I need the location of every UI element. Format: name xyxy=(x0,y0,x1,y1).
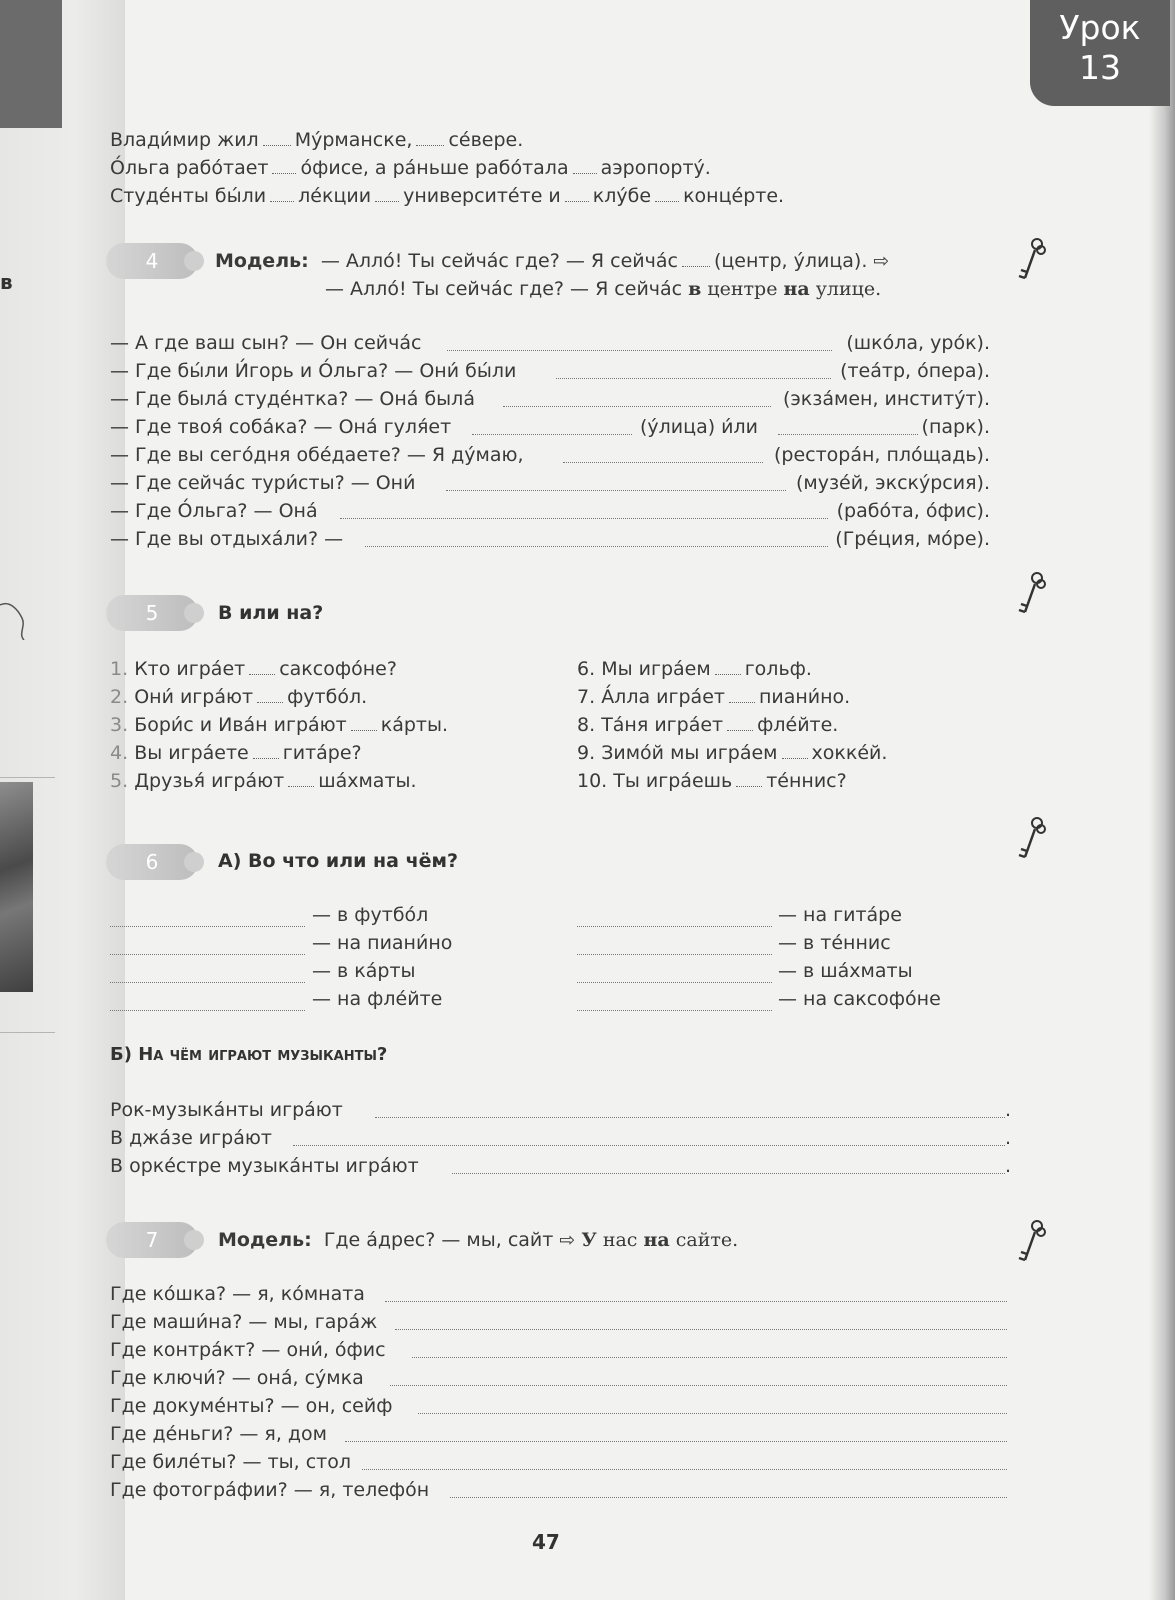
exercise-number-badge: 4 xyxy=(106,243,198,279)
lesson-label: Урок xyxy=(1059,8,1141,47)
ex5-item: 10. Ты игра́ешь те́ннис? xyxy=(577,770,847,792)
answer-blank[interactable] xyxy=(577,925,772,927)
exercise-number-badge: 7 xyxy=(106,1222,198,1258)
ex6-b-item: В джа́зе игра́ют xyxy=(110,1127,272,1149)
ex4-hint: (Гре́ция, мо́ре). xyxy=(835,528,990,550)
ex4-hint: (рабо́та, о́фис). xyxy=(836,500,990,522)
previous-page-photo xyxy=(0,782,33,992)
answer-blank[interactable] xyxy=(340,517,828,519)
exercise-number-badge: 6 xyxy=(106,844,198,880)
answer-blank[interactable] xyxy=(110,925,305,927)
answer-key-icon xyxy=(1015,1218,1049,1270)
ex7-item: Где ко́шка? — я, ко́мната xyxy=(110,1283,365,1305)
previous-page-letter: в xyxy=(0,270,13,294)
ex5-item: 4. Вы игра́ете гита́ре? xyxy=(110,742,362,764)
ex6-item: — в те́ннис xyxy=(778,932,891,954)
page-number: 47 xyxy=(532,1530,560,1554)
answer-blank[interactable] xyxy=(450,1496,1007,1498)
answer-key-icon xyxy=(1015,570,1049,622)
ex4-item: — Где была́ студе́нтка? — Она́ была́ xyxy=(110,388,475,410)
ex4-hint-mid: (у́лица) и́ли xyxy=(640,416,759,438)
ex6-item: — на гита́ре xyxy=(778,904,902,926)
answer-blank[interactable] xyxy=(778,433,918,435)
ex6-title-b: Б) На чём играют музыканты? xyxy=(110,1044,388,1065)
ex4-hint: (рестора́н, пло́щадь). xyxy=(773,444,990,466)
ex7-item: Где докуме́нты? — он, сейф xyxy=(110,1395,393,1417)
ex4-item: — Где бы́ли И́горь и О́льга? — Они́ бы́ли xyxy=(110,360,517,382)
sentence-period: . xyxy=(1005,1099,1012,1121)
ex6-item: — на пиани́но xyxy=(312,932,453,954)
previous-page-rule xyxy=(0,777,55,778)
answer-blank[interactable] xyxy=(577,953,772,955)
ex7-model: Модель: Где а́дрес? — мы, сайт ⇨ У нас на сайте. xyxy=(218,1229,739,1251)
answer-blank[interactable] xyxy=(472,433,632,435)
ex4-hint: (музе́й, экску́рсия). xyxy=(795,472,990,494)
answer-blank[interactable] xyxy=(110,953,305,955)
ex6-item: — в ша́хматы xyxy=(778,960,913,982)
ex7-item: Где ключи́? — она́, су́мка xyxy=(110,1367,364,1389)
intro-line: О́льга рабо́тает о́фисе, а ра́ньше рабо́тала аэропорту́. xyxy=(110,157,711,179)
ex6-item: — в ка́рты xyxy=(312,960,416,982)
answer-blank[interactable] xyxy=(556,377,831,379)
answer-blank[interactable] xyxy=(446,489,786,491)
answer-blank[interactable] xyxy=(577,1009,772,1011)
ex7-item: Где маши́на? — мы, гара́ж xyxy=(110,1311,378,1333)
answer-blank[interactable] xyxy=(293,1144,1005,1146)
ex7-item: Где контра́кт? — они́, о́фис xyxy=(110,1339,386,1361)
ex4-hint: (экза́мен, институ́т). xyxy=(782,388,990,410)
answer-blank[interactable] xyxy=(345,1440,1007,1442)
lesson-tab xyxy=(1030,0,1170,106)
ex5-item: 3. Бори́с и Ива́н игра́ют ка́рты. xyxy=(110,714,449,736)
ex6-b-item: В орке́стре музыка́нты игра́ют xyxy=(110,1155,419,1177)
ex4-item: — Где О́льга? — Она́ xyxy=(110,500,318,522)
ex5-item: 5. Друзья́ игра́ют ша́хматы. xyxy=(110,770,417,792)
intro-line: Влади́мир жил Му́рманске, се́вере. xyxy=(110,129,524,151)
previous-page-gray-block xyxy=(0,0,62,128)
answer-blank[interactable] xyxy=(385,1300,1007,1302)
ex4-model-line1: Модель: — Алло́! Ты сейча́с где? — Я сейча́с (центр, у́лица). ⇨ xyxy=(215,250,890,272)
ex6-item: — на фле́йте xyxy=(312,988,443,1010)
answer-blank[interactable] xyxy=(110,981,305,983)
sentence-period: . xyxy=(1005,1127,1012,1149)
intro-line: Студе́нты бы́ли ле́кции университе́те и клу́бе конце́рте. xyxy=(110,185,785,207)
ex4-item: — Где сейча́с тури́сты? — Они́ xyxy=(110,472,416,494)
ex4-hint: (шко́ла, уро́к). xyxy=(846,332,990,354)
ex4-model-line2: — Алло́! Ты сейча́с где? — Я сейча́с в центре на улице. xyxy=(325,278,882,300)
answer-key-icon xyxy=(1015,236,1049,288)
ex7-item: Где фотогра́фии? — я, телефо́н xyxy=(110,1479,430,1501)
page-edge-shadow xyxy=(1149,0,1175,1600)
sentence-period: . xyxy=(1005,1155,1012,1177)
answer-blank[interactable] xyxy=(447,349,832,351)
answer-blank[interactable] xyxy=(390,1384,1007,1386)
ex4-item: — Где вы сего́дня обе́даете? — Я ду́маю, xyxy=(110,444,524,466)
answer-blank[interactable] xyxy=(395,1328,1007,1330)
answer-key-icon xyxy=(1015,815,1049,867)
ex6-b-item: Рок-музыка́нты игра́ют xyxy=(110,1099,343,1121)
ex5-item: 7. А́лла игра́ет пиани́но. xyxy=(577,686,851,708)
ex7-item: Где биле́ты? — ты, стол xyxy=(110,1451,352,1473)
answer-blank[interactable] xyxy=(362,1468,1007,1470)
ex5-item: 1. Кто игра́ет саксофо́не? xyxy=(110,658,397,680)
ex5-item: 8. Та́ня игра́ет фле́йте. xyxy=(577,714,839,736)
ex4-hint: (парк). xyxy=(921,416,990,438)
answer-blank[interactable] xyxy=(563,461,763,463)
previous-page-rule xyxy=(0,1032,55,1033)
ex7-item: Где де́ньги? — я, дом xyxy=(110,1423,327,1445)
answer-blank[interactable] xyxy=(365,545,828,547)
ex6-item: — на саксофо́не xyxy=(778,988,941,1010)
ex4-item: — Где твоя́ соба́ка? — Она́ гуля́ет xyxy=(110,416,452,438)
ex5-item: 6. Мы игра́ем гольф. xyxy=(577,658,812,680)
lesson-number: 13 xyxy=(1079,48,1121,87)
ex4-hint: (теа́тр, о́пера). xyxy=(840,360,990,382)
ex5-item: 9. Зимо́й мы игра́ем хокке́й. xyxy=(577,742,888,764)
ex4-item: — Где вы отдыха́ли? — xyxy=(110,528,344,550)
previous-page-map-fragment xyxy=(0,600,30,640)
answer-blank[interactable] xyxy=(418,1412,1007,1414)
answer-blank[interactable] xyxy=(577,981,772,983)
answer-blank[interactable] xyxy=(375,1116,1005,1118)
ex6-title-a: А) Во что или на чём? xyxy=(218,850,459,872)
answer-blank[interactable] xyxy=(110,1009,305,1011)
ex5-item: 2. Они́ игра́ют футбо́л. xyxy=(110,686,368,708)
ex6-item: — в футбо́л xyxy=(312,904,429,926)
exercise-number-badge: 5 xyxy=(106,595,198,631)
answer-blank[interactable] xyxy=(452,1172,1005,1174)
answer-blank[interactable] xyxy=(412,1356,1007,1358)
ex5-title: В или на? xyxy=(218,602,324,624)
answer-blank[interactable] xyxy=(503,405,771,407)
ex4-item: — А где ваш сын? — Он сейча́с xyxy=(110,332,422,354)
